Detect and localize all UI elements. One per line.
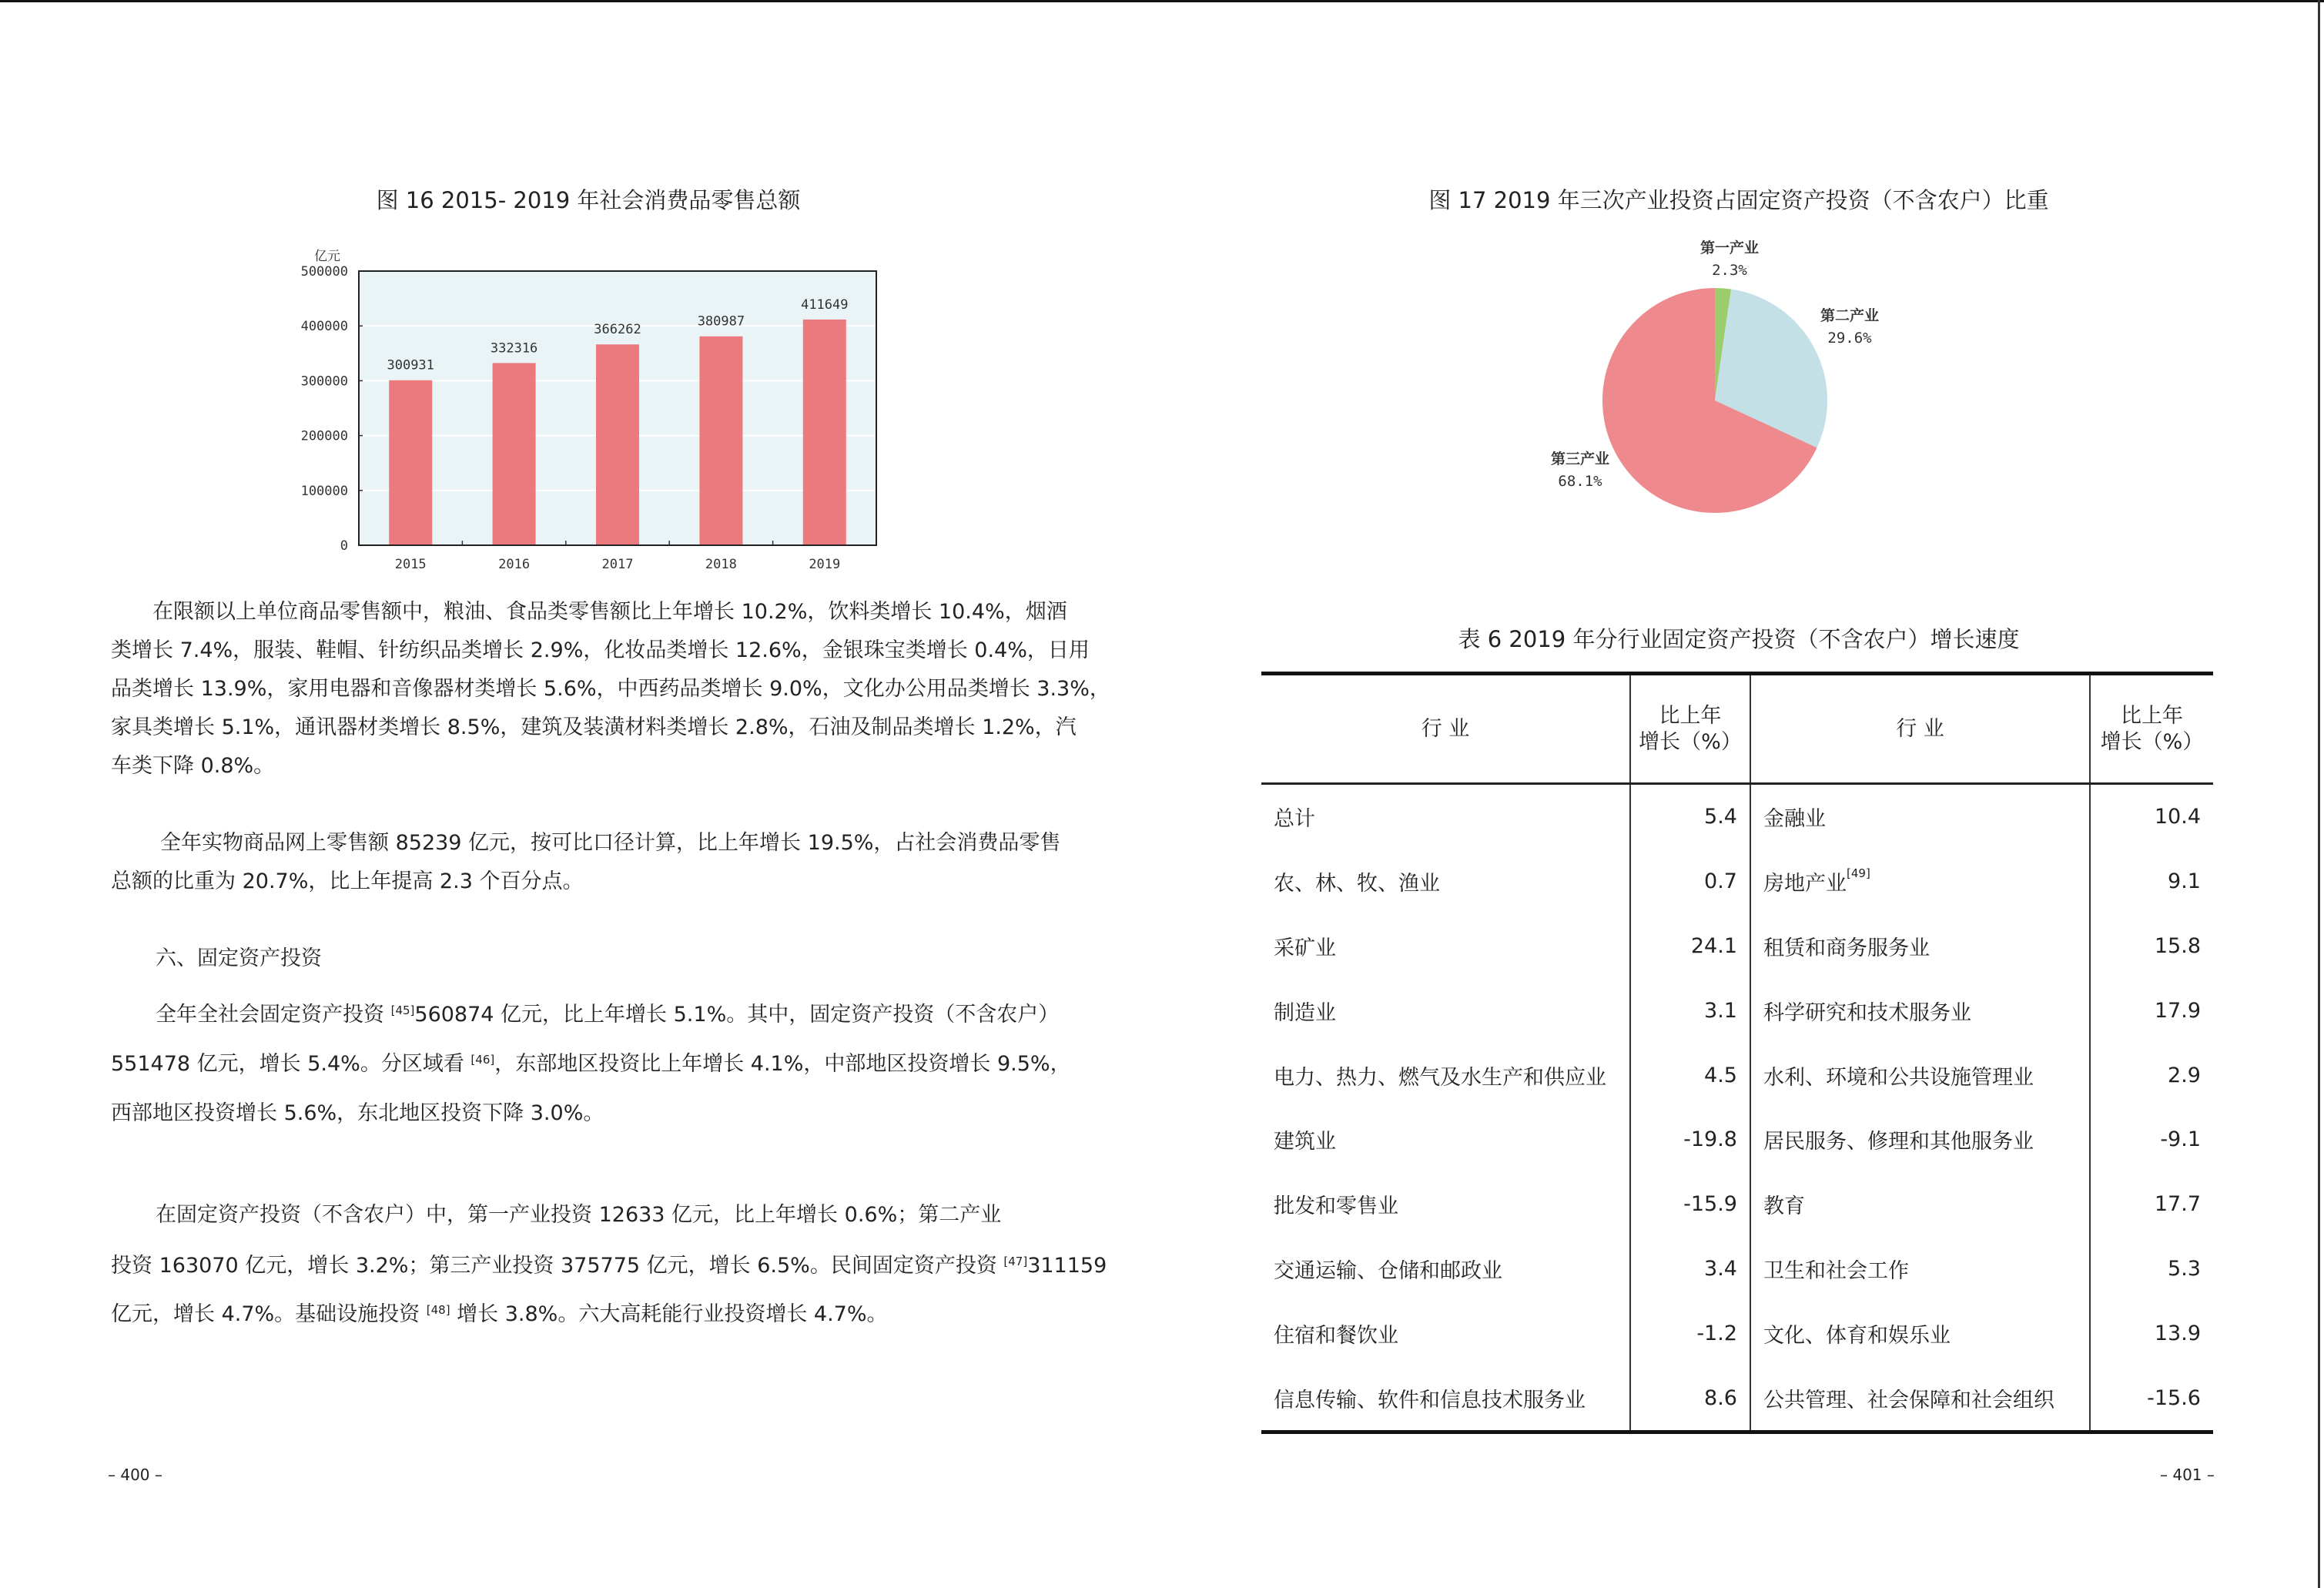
bar-data-label: 332316: [490, 340, 538, 357]
growth-cell: 17.7: [2090, 1172, 2213, 1237]
section-heading: [156, 946, 322, 972]
header-growth-left: [1630, 674, 1750, 784]
figure16-title: 图 16 2015- 2019 年社会消费品零售总额: [376, 187, 801, 213]
industry-cell: [1750, 914, 2090, 979]
y-tick-label: 0: [340, 538, 348, 554]
bar-2015: [389, 380, 432, 545]
industry-name: 金融业: [1763, 807, 1826, 832]
footnote-ref[interactable]: [49]: [1847, 866, 1870, 881]
header-growth-line1: 比上年: [1659, 703, 1722, 728]
paragraph-line: [111, 869, 583, 895]
industry-name: 租赁和商务服务业: [1763, 936, 1930, 960]
industry-name: 教育: [1763, 1194, 1805, 1219]
growth-cell: 17.9: [2090, 978, 2213, 1043]
text-run: 投资 163070 亿元，增长 3.2%；第三产业投资 375775 亿元，增长 6.5%。民间固定资产投资: [111, 1254, 1004, 1278]
y-tick-label: 300000: [300, 374, 348, 390]
table6: [1261, 672, 2213, 1434]
text-run: ，东部地区投资比上年增长 4.1%，中部地区投资增长 9.5%，: [494, 1052, 1071, 1076]
industry-cell: [1261, 978, 1630, 1043]
text-run: 增长 3.8%。六大高耗能行业投资增长 4.7%。: [450, 1302, 888, 1326]
industry-name: 房地产业: [1763, 872, 1847, 896]
growth-cell: -15.9: [1630, 1172, 1750, 1237]
pie-label-primary-value: 2.3%: [1712, 262, 1747, 279]
x-tick-label: 2015: [394, 557, 427, 572]
growth-cell: -1.2: [1630, 1301, 1750, 1365]
paragraph-line: [111, 638, 1090, 664]
paragraph-line: [111, 1101, 604, 1127]
growth-cell: 3.1: [1630, 978, 1750, 1043]
header-growth-right: [2090, 674, 2213, 784]
text-run: 311159: [1027, 1254, 1107, 1278]
industry-cell: [1750, 1237, 2090, 1302]
industry-name: 居民服务、修理和其他服务业: [1763, 1130, 2034, 1154]
industry-cell: [1261, 849, 1630, 914]
industry-name: 公共管理、社会保障和社会组织: [1763, 1388, 2054, 1412]
text-run: 560874 亿元，比上年增长 5.1%。其中，固定资产投资（不含农户）: [414, 1003, 1060, 1027]
industry-name: 建筑业: [1274, 1130, 1336, 1154]
text-run: 家具类增长 5.1%，通讯器材类增长 8.5%，建筑及装潢材料类增长 2.8%，石油及制品类增长 1.2%，汽: [111, 715, 1077, 739]
industry-cell: [1261, 784, 1630, 849]
paragraph-line: [156, 1202, 1001, 1228]
paragraph-line: [111, 715, 1077, 741]
bar-2016: [493, 363, 536, 545]
table-row: [1261, 1172, 2213, 1237]
footnote-ref[interactable]: [48]: [426, 1303, 450, 1317]
text-run: 品类增长 13.9%，家用电器和音像器材类增长 5.6%，中西药品类增长 9.0%，文化办公用品类增长 3.3%，: [111, 677, 1110, 701]
footnote-ref[interactable]: [47]: [1003, 1255, 1028, 1268]
pie-label-tertiary-name: 第三产业: [1550, 451, 1610, 467]
text-run: 551478 亿元，增长 5.4%。分区域看: [111, 1052, 471, 1076]
industry-name: 总计: [1274, 807, 1315, 832]
industry-name: 科学研究和技术服务业: [1763, 1000, 1971, 1025]
pie-label-tertiary: [1551, 448, 1609, 493]
text-run: 全年实物商品网上零售额 85239 亿元，按可比口径计算，比上年增长 19.5%，占社会消费品零售: [160, 831, 1061, 855]
page-right-border: [2318, 0, 2320, 1588]
growth-cell: 0.7: [1630, 849, 1750, 914]
table-row: [1261, 784, 2213, 849]
table-row: [1261, 914, 2213, 979]
text-run: 西部地区投资增长 5.6%，东北地区投资下降 3.0%。: [111, 1101, 604, 1125]
y-tick-label: 400000: [300, 319, 348, 335]
growth-cell: 8.6: [1630, 1365, 1750, 1432]
paragraph-line: [111, 1253, 1107, 1279]
x-tick-label: 2019: [809, 557, 841, 572]
industry-cell: [1261, 1365, 1630, 1432]
growth-cell: 9.1: [2090, 849, 2213, 914]
header-growth-line2: 增长（%）: [2100, 729, 2204, 754]
table-row: [1261, 1301, 2213, 1365]
header-industry-right: 行 业: [1750, 674, 2090, 784]
table-header-row: [1261, 674, 2213, 784]
text-run: 在固定资产投资（不含农户）中，第一产业投资 12633 亿元，比上年增长 0.6%；第二产业: [156, 1203, 1002, 1227]
x-tick-label: 2018: [705, 557, 737, 572]
table-row: [1261, 1043, 2213, 1107]
industry-name: 信息传输、软件和信息技术服务业: [1274, 1388, 1586, 1412]
y-tick-label: 200000: [300, 428, 348, 444]
text-run: 总额的比重为 20.7%，比上年提高 2.3 个百分点。: [111, 869, 584, 893]
bar-data-label: 411649: [801, 296, 849, 313]
industry-cell: [1750, 978, 2090, 1043]
industry-cell: [1261, 1172, 1630, 1237]
industry-name: 农、林、牧、渔业: [1274, 872, 1440, 896]
industry-cell: [1261, 1107, 1630, 1172]
table-row: [1261, 1237, 2213, 1302]
text-run: 亿元，增长 4.7%。基础设施投资: [111, 1302, 427, 1326]
footnote-ref[interactable]: [45]: [390, 1003, 415, 1017]
growth-cell: 15.8: [2090, 914, 2213, 979]
header-growth-line1: 比上年: [2121, 703, 2183, 728]
pie-label-secondary-name: 第二产业: [1820, 307, 1880, 324]
text-run: 六、固定资产投资: [156, 946, 322, 970]
footnote-ref[interactable]: [46]: [470, 1053, 495, 1067]
bar-data-label: 380987: [697, 313, 745, 330]
text-run: 类增长 7.4%，服装、鞋帽、针纺织品类增长 2.9%，化妆品类增长 12.6%，金银珠宝类增长 0.4%，日用: [111, 638, 1090, 662]
y-tick-label: 100000: [300, 483, 348, 499]
industry-name: 文化、体育和娱乐业: [1763, 1323, 1951, 1348]
bar-2018: [699, 337, 742, 545]
growth-cell: 2.9: [2090, 1043, 2213, 1107]
bar-2019: [803, 320, 846, 545]
pie-label-primary-name: 第一产业: [1699, 240, 1760, 256]
text-run: 全年全社会固定资产投资: [156, 1003, 391, 1027]
industry-name: 批发和零售业: [1274, 1194, 1398, 1219]
growth-cell: 4.5: [1630, 1043, 1750, 1107]
header-industry-left: 行 业: [1261, 674, 1630, 784]
table6-title: 表 6 2019 年分行业固定资产投资（不含农户）增长速度: [1458, 626, 2020, 652]
industry-cell: [1261, 1043, 1630, 1107]
growth-cell: -15.6: [2090, 1365, 2213, 1432]
paragraph-line: [152, 599, 1067, 625]
industry-cell: [1750, 1043, 2090, 1107]
figure17-title: 图 17 2019 年三次产业投资占固定资产投资（不含农户）比重: [1428, 187, 2049, 213]
header-growth-line2: 增长（%）: [1639, 729, 1742, 754]
growth-cell: -9.1: [2090, 1107, 2213, 1172]
growth-cell: -19.8: [1630, 1107, 1750, 1172]
industry-cell: [1750, 1172, 2090, 1237]
industry-name: 电力、热力、燃气及水生产和供应业: [1274, 1065, 1606, 1090]
pie-label-secondary-value: 29.6%: [1827, 330, 1872, 347]
bar-2017: [596, 344, 639, 545]
industry-name: 水利、环境和公共设施管理业: [1763, 1065, 2034, 1090]
industry-cell: [1750, 784, 2090, 849]
industry-cell: [1261, 1237, 1630, 1302]
industry-cell: [1261, 1301, 1630, 1365]
x-tick-label: 2016: [498, 557, 531, 572]
paragraph-line: [111, 1051, 1071, 1077]
pie-label-secondary: [1820, 305, 1879, 350]
page-top-border: [0, 0, 2324, 2]
growth-cell: 5.3: [2090, 1237, 2213, 1302]
industry-name: 制造业: [1274, 1000, 1336, 1025]
industry-name: 交通运输、仓储和邮政业: [1274, 1258, 1502, 1283]
page-number-400: – 400 –: [108, 1466, 162, 1484]
y-tick-label: 500000: [300, 264, 348, 280]
industry-cell: [1261, 914, 1630, 979]
growth-cell: 3.4: [1630, 1237, 1750, 1302]
industry-cell: [1750, 1107, 2090, 1172]
pie-label-tertiary-value: 68.1%: [1558, 473, 1602, 490]
industry-name: 采矿业: [1274, 936, 1336, 960]
text-run: 在限额以上单位商品零售额中，粮油、食品类零售额比上年增长 10.2%，饮料类增长 10.4%，烟酒: [152, 600, 1067, 624]
y-axis-unit-label: 亿元: [314, 249, 340, 264]
industry-name: 卫生和社会工作: [1763, 1258, 1909, 1283]
table-row: [1261, 849, 2213, 914]
table-row: [1261, 1365, 2213, 1432]
industry-cell: [1750, 849, 2090, 914]
growth-cell: 24.1: [1630, 914, 1750, 979]
paragraph-line: [160, 830, 1060, 856]
x-tick-label: 2017: [601, 557, 634, 572]
table-row: [1261, 978, 2213, 1043]
industry-cell: [1750, 1365, 2090, 1432]
bar-data-label: 300931: [387, 357, 434, 374]
pie-label-primary: [1700, 237, 1759, 282]
growth-cell: 10.4: [2090, 784, 2213, 849]
table-row: [1261, 1107, 2213, 1172]
growth-cell: 5.4: [1630, 784, 1750, 849]
industry-name: 住宿和餐饮业: [1274, 1323, 1398, 1348]
paragraph-line: [111, 1302, 888, 1328]
paragraph-line: [111, 753, 274, 779]
bar-data-label: 366262: [594, 322, 641, 338]
industry-cell: [1750, 1301, 2090, 1365]
bar-chart: [0, 231, 1001, 616]
text-run: 车类下降 0.8%。: [111, 754, 275, 778]
page-number-401: – 401 –: [2160, 1466, 2215, 1484]
paragraph-line: [111, 676, 1110, 702]
paragraph-line: [156, 1002, 1059, 1028]
growth-cell: 13.9: [2090, 1301, 2213, 1365]
